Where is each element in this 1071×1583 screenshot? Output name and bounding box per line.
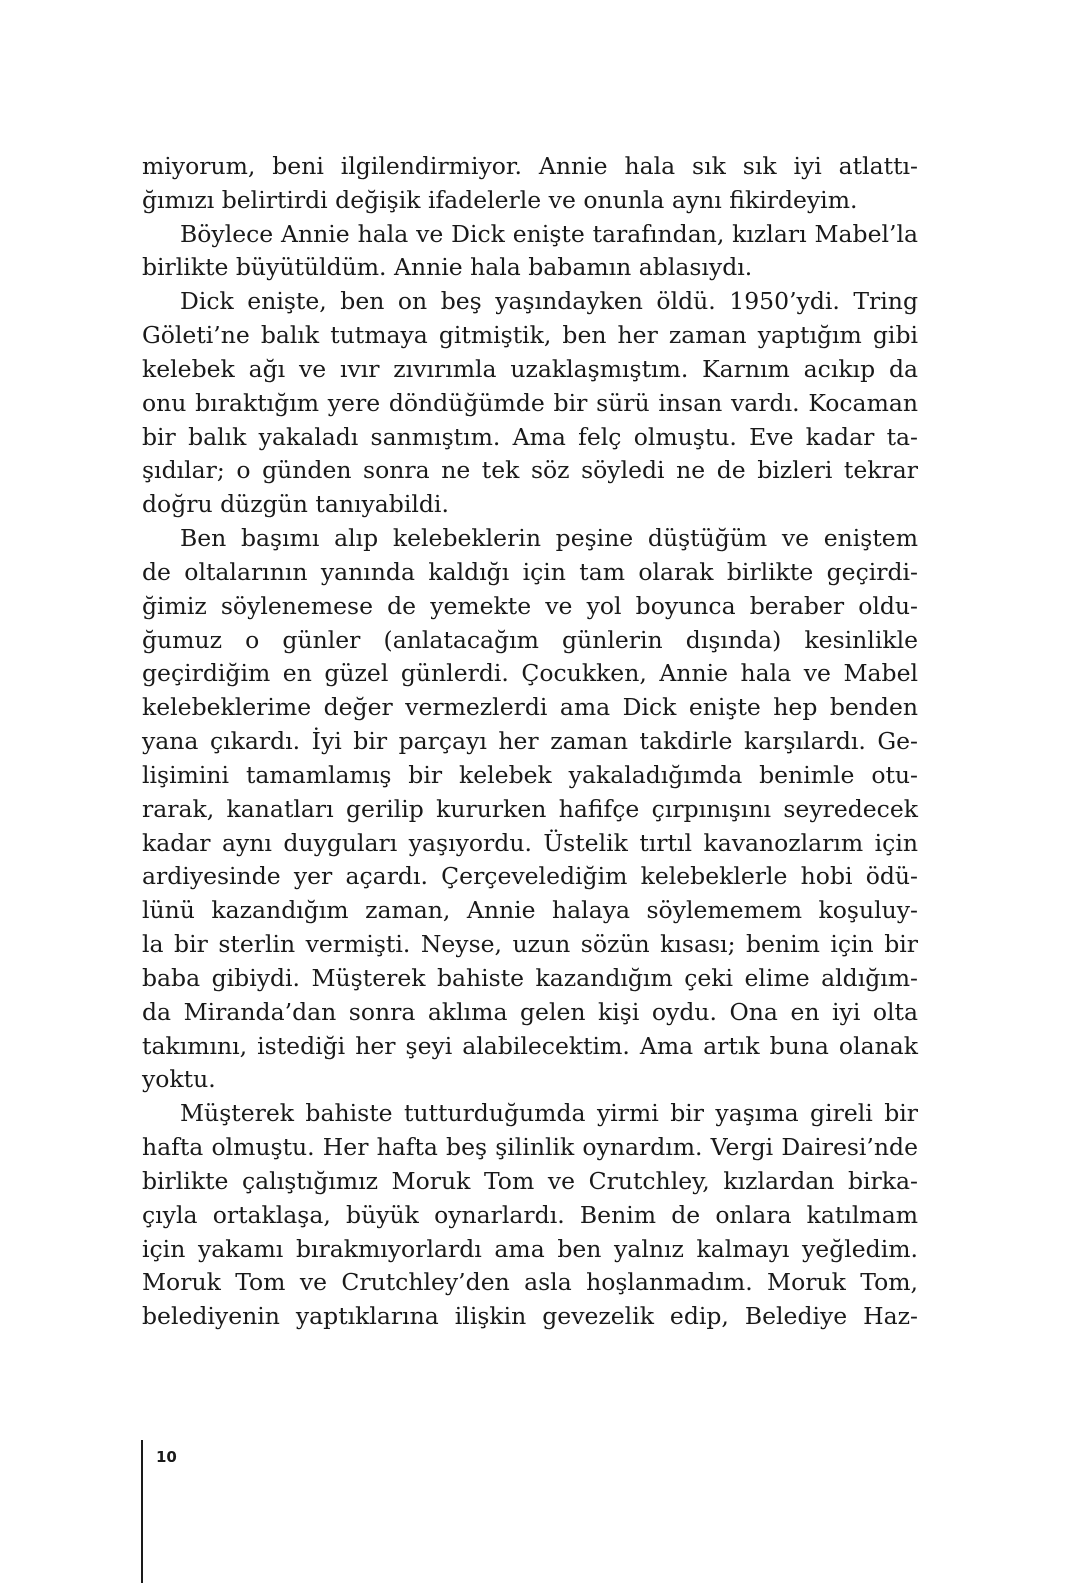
body-text (142, 150, 918, 1334)
text-line: baba gibiydi. Müşterek bahiste kazandığım çeki elime aldığım- (142, 963, 918, 992)
text-line: bir balık yakaladı sanmıştım. Ama felç olmuştu. Eve kadar ta- (142, 422, 918, 451)
page-number: 10 (156, 1448, 177, 1466)
text-line: la bir sterlin vermişti. Neyse, uzun sözün kısası; benim için bir (142, 930, 918, 959)
text-line: yoktu. (142, 1065, 216, 1094)
text-line: kelebeklerime değer vermezlerdi ama Dick enişte hep benden (142, 693, 918, 722)
text-line: kadar aynı duyguları yaşıyordu. Üstelik tırtıl kavanozlarım için (142, 828, 918, 857)
text-line: Ben başımı alıp kelebeklerin peşine düştüğüm ve eniştem (180, 524, 918, 553)
text-line: Müşterek bahiste tutturduğumda yirmi bir yaşıma gireli bir (180, 1099, 918, 1128)
text-line: şıdılar; o günden sonra ne tek söz söyledi ne de bizleri tekrar (142, 456, 918, 485)
text-line: doğru düzgün tanıyabildi. (142, 490, 449, 519)
folio-rule (141, 1440, 143, 1583)
text-line: lişimini tamamlamış bir kelebek yakaladığımda benimle otu- (142, 760, 918, 789)
text-line: birlikte çalıştığımız Moruk Tom ve Crutchley, kızlardan birka- (142, 1166, 918, 1195)
text-line: için yakamı bırakmıyorlardı ama ben yalnız kalmayı yeğledim. (142, 1234, 918, 1263)
text-line: yana çıkardı. İyi bir parçayı her zaman takdirle karşılardı. Ge- (142, 727, 918, 756)
text-line: lünü kazandığım zaman, Annie halaya söylememem koşuluy- (142, 896, 918, 925)
text-line: miyorum, beni ilgilendirmiyor. Annie hala sık sık iyi atlattı- (142, 152, 918, 180)
text-line: ğumuz o günler (anlatacağım günlerin dışında) kesinlikle (142, 625, 918, 654)
text-line: çıyla ortaklaşa, büyük oynarlardı. Benim de onlara katılmam (142, 1200, 918, 1229)
text-line: Böylece Annie hala ve Dick enişte tarafından, kızları Mabel’la (180, 219, 918, 248)
text-line: Dick enişte, ben on beş yaşındayken öldü. 1950’ydi. Tring (180, 287, 918, 316)
text-line: geçirdiğim en güzel günlerdi. Çocukken, Annie hala ve Mabel (142, 659, 918, 688)
text-line: ğimiz söylenemese de yemekte ve yol boyunca beraber oldu- (142, 591, 918, 620)
text-line: ğımızı belirtirdi değişik ifadelerle ve onunla aynı fikirdeyim. (142, 185, 858, 214)
text-line: ardiyesinde yer açardı. Çerçevelediğim kelebeklerle hobi ödü- (142, 862, 918, 891)
text-line: belediyenin yaptıklarına ilişkin gevezelik edip, Belediye Haz- (142, 1302, 918, 1331)
text-line: kelebek ağı ve ıvır zıvırımla uzaklaşmıştım. Karnım acıkıp da (142, 354, 918, 383)
text-line: Göleti’ne balık tutmaya gitmiştik, ben her zaman yaptığım gibi (142, 321, 918, 350)
text-line: da Miranda’dan sonra aklıma gelen kişi oydu. Ona en iyi olta (142, 997, 918, 1026)
text-line: takımını, istediği her şeyi alabilecektim. Ama artık buna olanak (142, 1031, 918, 1060)
text-line: de oltalarının yanında kaldığı için tam olarak birlikte geçirdi- (142, 557, 918, 586)
text-line: Moruk Tom ve Crutchley’den asla hoşlanmadım. Moruk Tom, (142, 1268, 918, 1297)
text-line: rarak, kanatları gerilip kururken hafifçe çırpınışını seyredecek (142, 794, 918, 823)
text-line: birlikte büyütüldüm. Annie hala babamın ablasıydı. (142, 253, 753, 282)
text-line: onu bıraktığım yere döndüğümde bir sürü insan vardı. Kocaman (142, 388, 918, 417)
text-line: hafta olmuştu. Her hafta beş şilinlik oynardım. Vergi Dairesi’nde (142, 1133, 918, 1162)
